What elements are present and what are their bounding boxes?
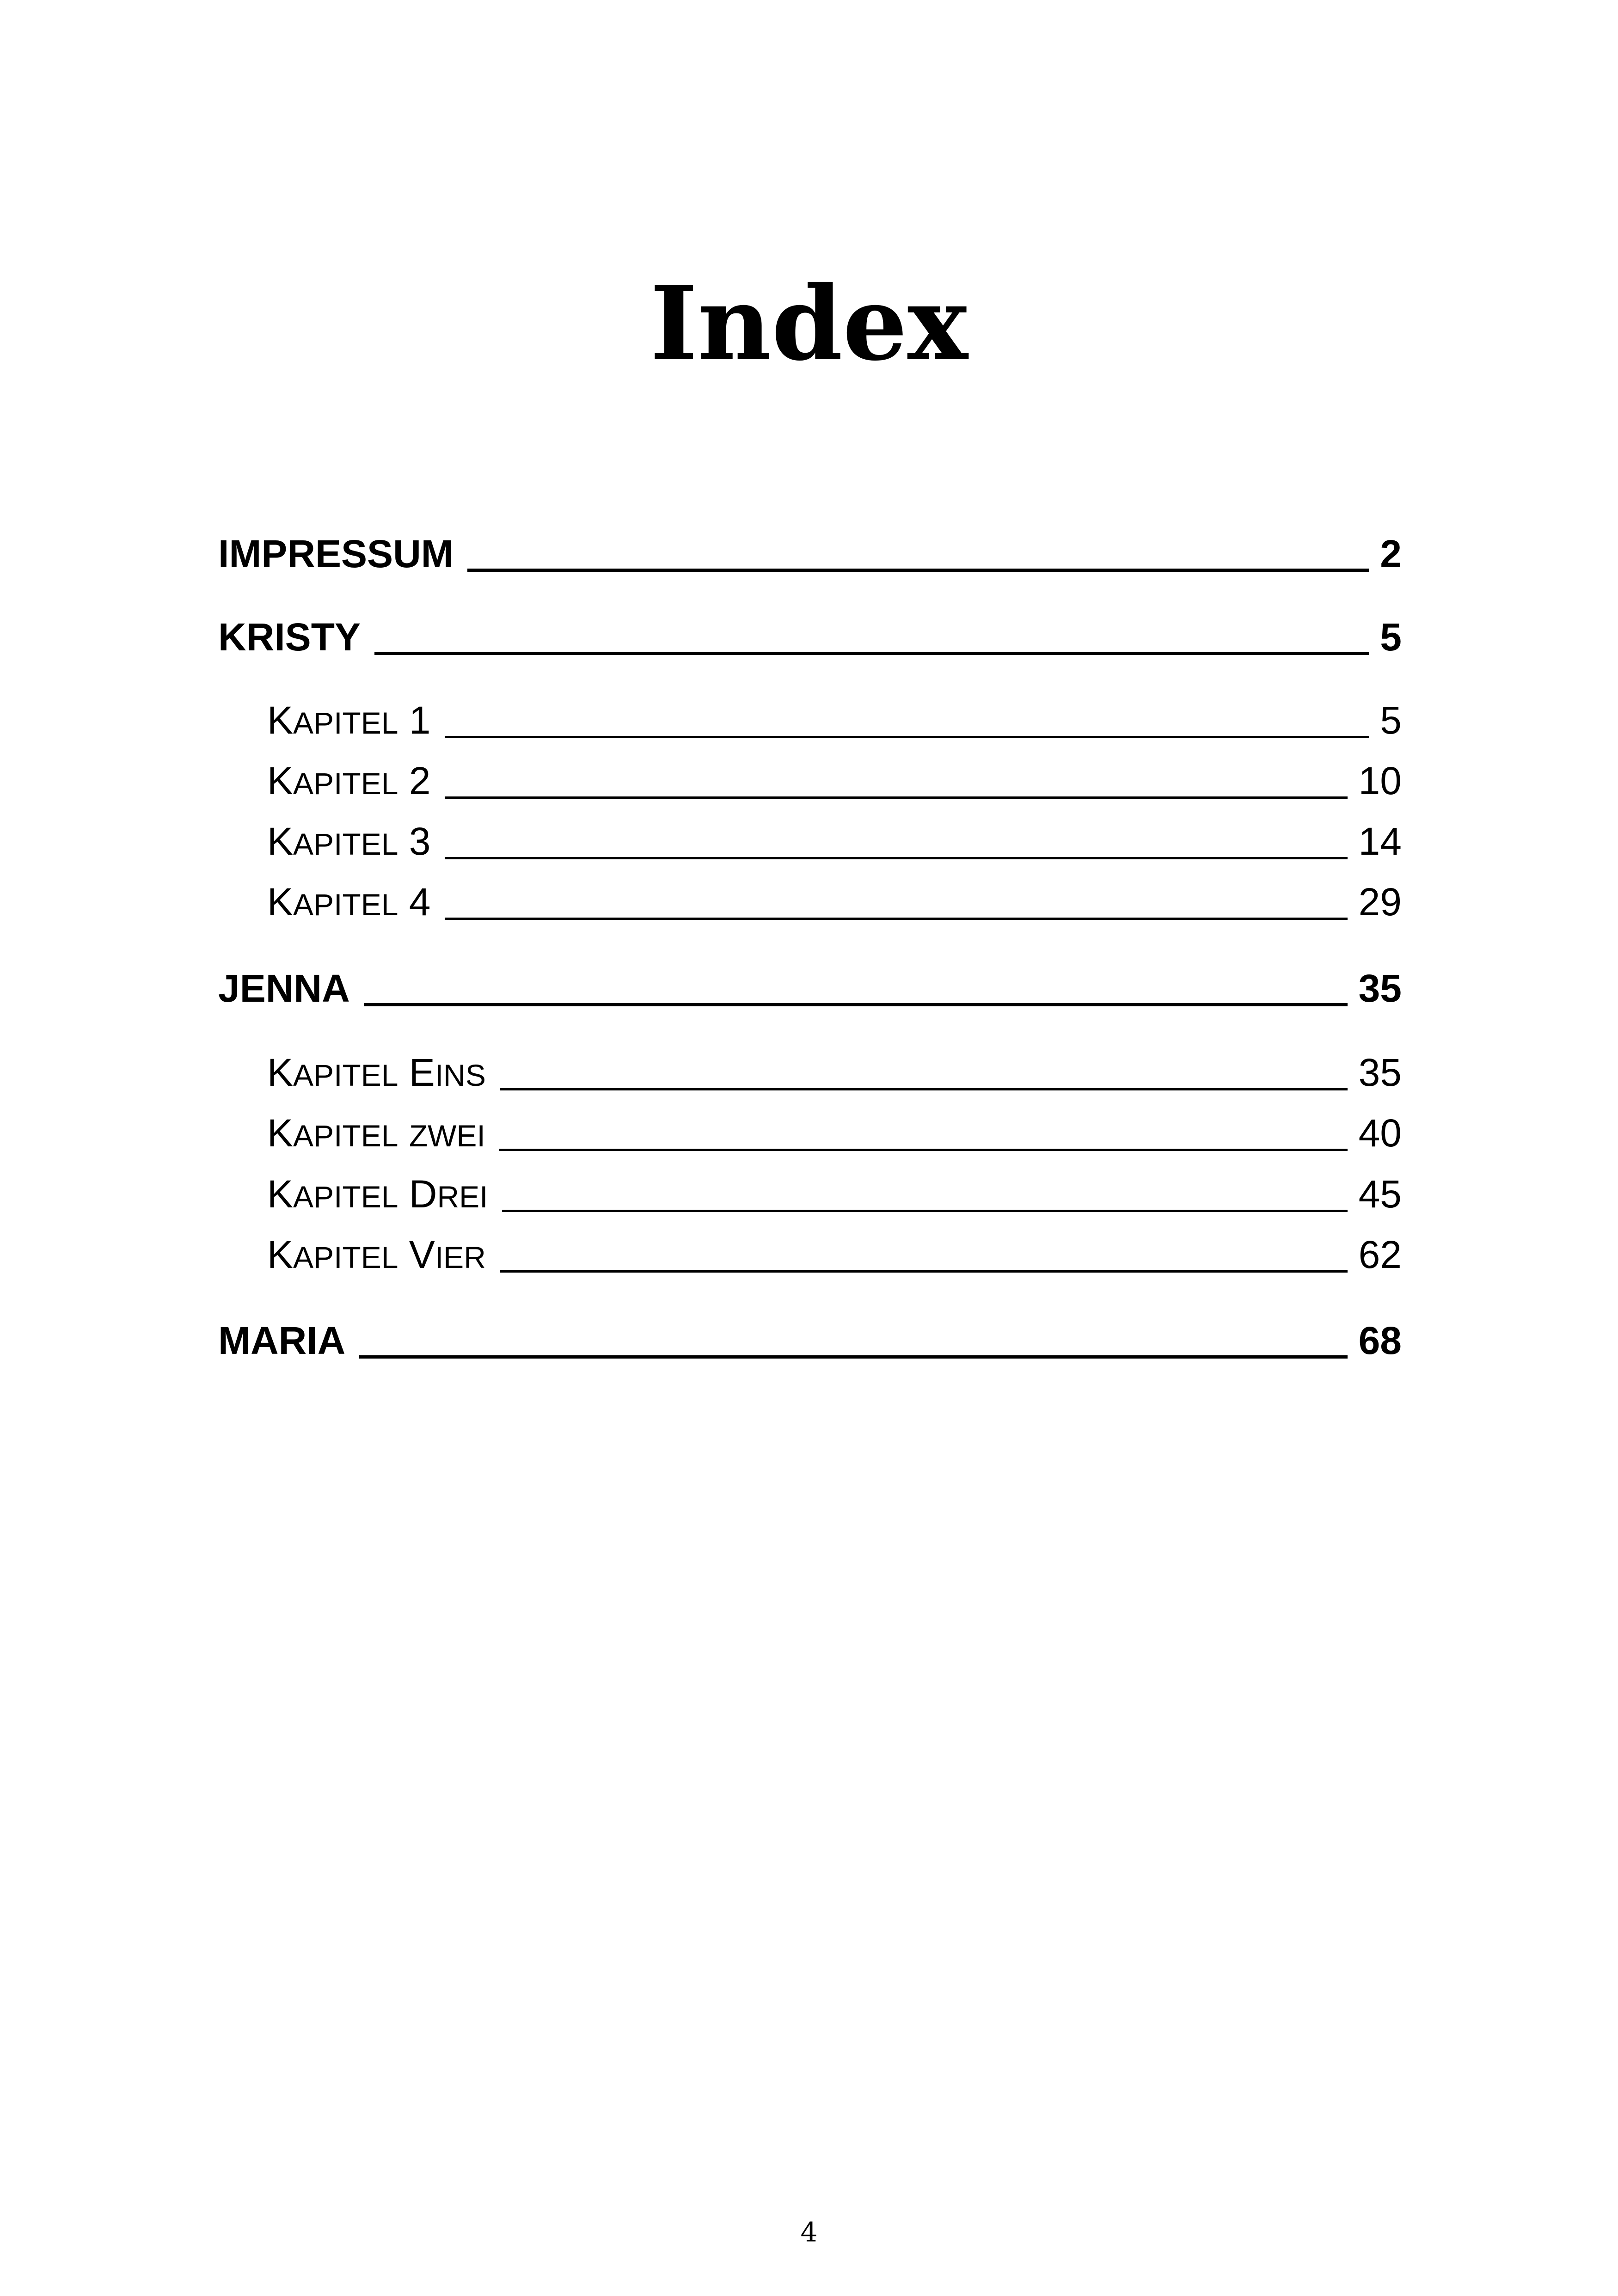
toc-page-number: 5 (1380, 615, 1402, 659)
toc-entry-impressum[interactable] (218, 532, 1402, 576)
toc-entry-label: KAPITEL VIER (267, 1233, 486, 1276)
toc-leader-line (500, 1270, 1348, 1273)
toc-leader-line (374, 652, 1369, 655)
toc-page-number: 35 (1358, 967, 1402, 1010)
toc-page-number: 29 (1358, 880, 1402, 924)
toc-entry-kapitel-zwei[interactable] (218, 1111, 1402, 1156)
toc-entry-label: KAPITEL 1 (267, 698, 431, 742)
toc-leader-line (445, 736, 1369, 738)
toc-entry-kapitel-3[interactable] (218, 819, 1402, 864)
toc-entry-kapitel-2[interactable] (218, 759, 1402, 803)
toc-leader-line (499, 1149, 1348, 1151)
toc-leader-line (500, 1088, 1348, 1090)
toc-entry-kapitel-drei[interactable] (218, 1172, 1402, 1217)
toc-entry-kristy[interactable] (218, 615, 1402, 660)
toc-page-number: 2 (1380, 532, 1402, 576)
toc-leader-line (445, 857, 1348, 859)
toc-entry-label: KAPITEL 4 (267, 880, 431, 924)
toc-page-number: 14 (1358, 820, 1402, 863)
toc-page-number: 10 (1358, 759, 1402, 802)
toc-page-number: 62 (1358, 1233, 1402, 1276)
toc-leader-line (359, 1355, 1347, 1359)
toc-leader-line (502, 1210, 1348, 1212)
toc-entry-kapitel-vier[interactable] (218, 1232, 1402, 1277)
toc-leader-line (445, 796, 1348, 799)
toc-entry-kapitel-1[interactable] (218, 698, 1402, 743)
toc-leader-line (467, 569, 1369, 572)
toc-entry-label: KRISTY (218, 615, 361, 659)
toc-entry-label: KAPITEL 3 (267, 820, 431, 863)
toc-page-number: 5 (1380, 698, 1402, 742)
toc-page-number: 35 (1358, 1051, 1402, 1094)
toc-entry-label: KAPITEL ZWEI (267, 1111, 485, 1155)
toc-entry-label: IMPRESSUM (218, 532, 454, 576)
toc-entry-label: KAPITEL 2 (267, 759, 431, 802)
toc-entry-maria[interactable] (218, 1318, 1402, 1363)
toc-page-number: 40 (1358, 1111, 1402, 1155)
toc-page-number: 45 (1358, 1172, 1402, 1216)
toc-leader-line (364, 1003, 1348, 1006)
toc-entry-label: MARIA (218, 1319, 346, 1362)
toc-entry-kapitel-4[interactable] (218, 880, 1402, 925)
toc-entry-label: KAPITEL DREI (267, 1172, 488, 1216)
page-title: Index (650, 263, 968, 383)
toc-entry-kapitel-eins[interactable] (218, 1050, 1402, 1095)
toc-entry-label: KAPITEL EINS (267, 1051, 486, 1094)
toc-leader-line (445, 918, 1348, 920)
toc-page-number: 68 (1358, 1319, 1402, 1362)
page-number: 4 (800, 2216, 818, 2248)
toc-entry-jenna[interactable] (218, 966, 1402, 1011)
toc-entry-label: JENNA (218, 967, 350, 1010)
